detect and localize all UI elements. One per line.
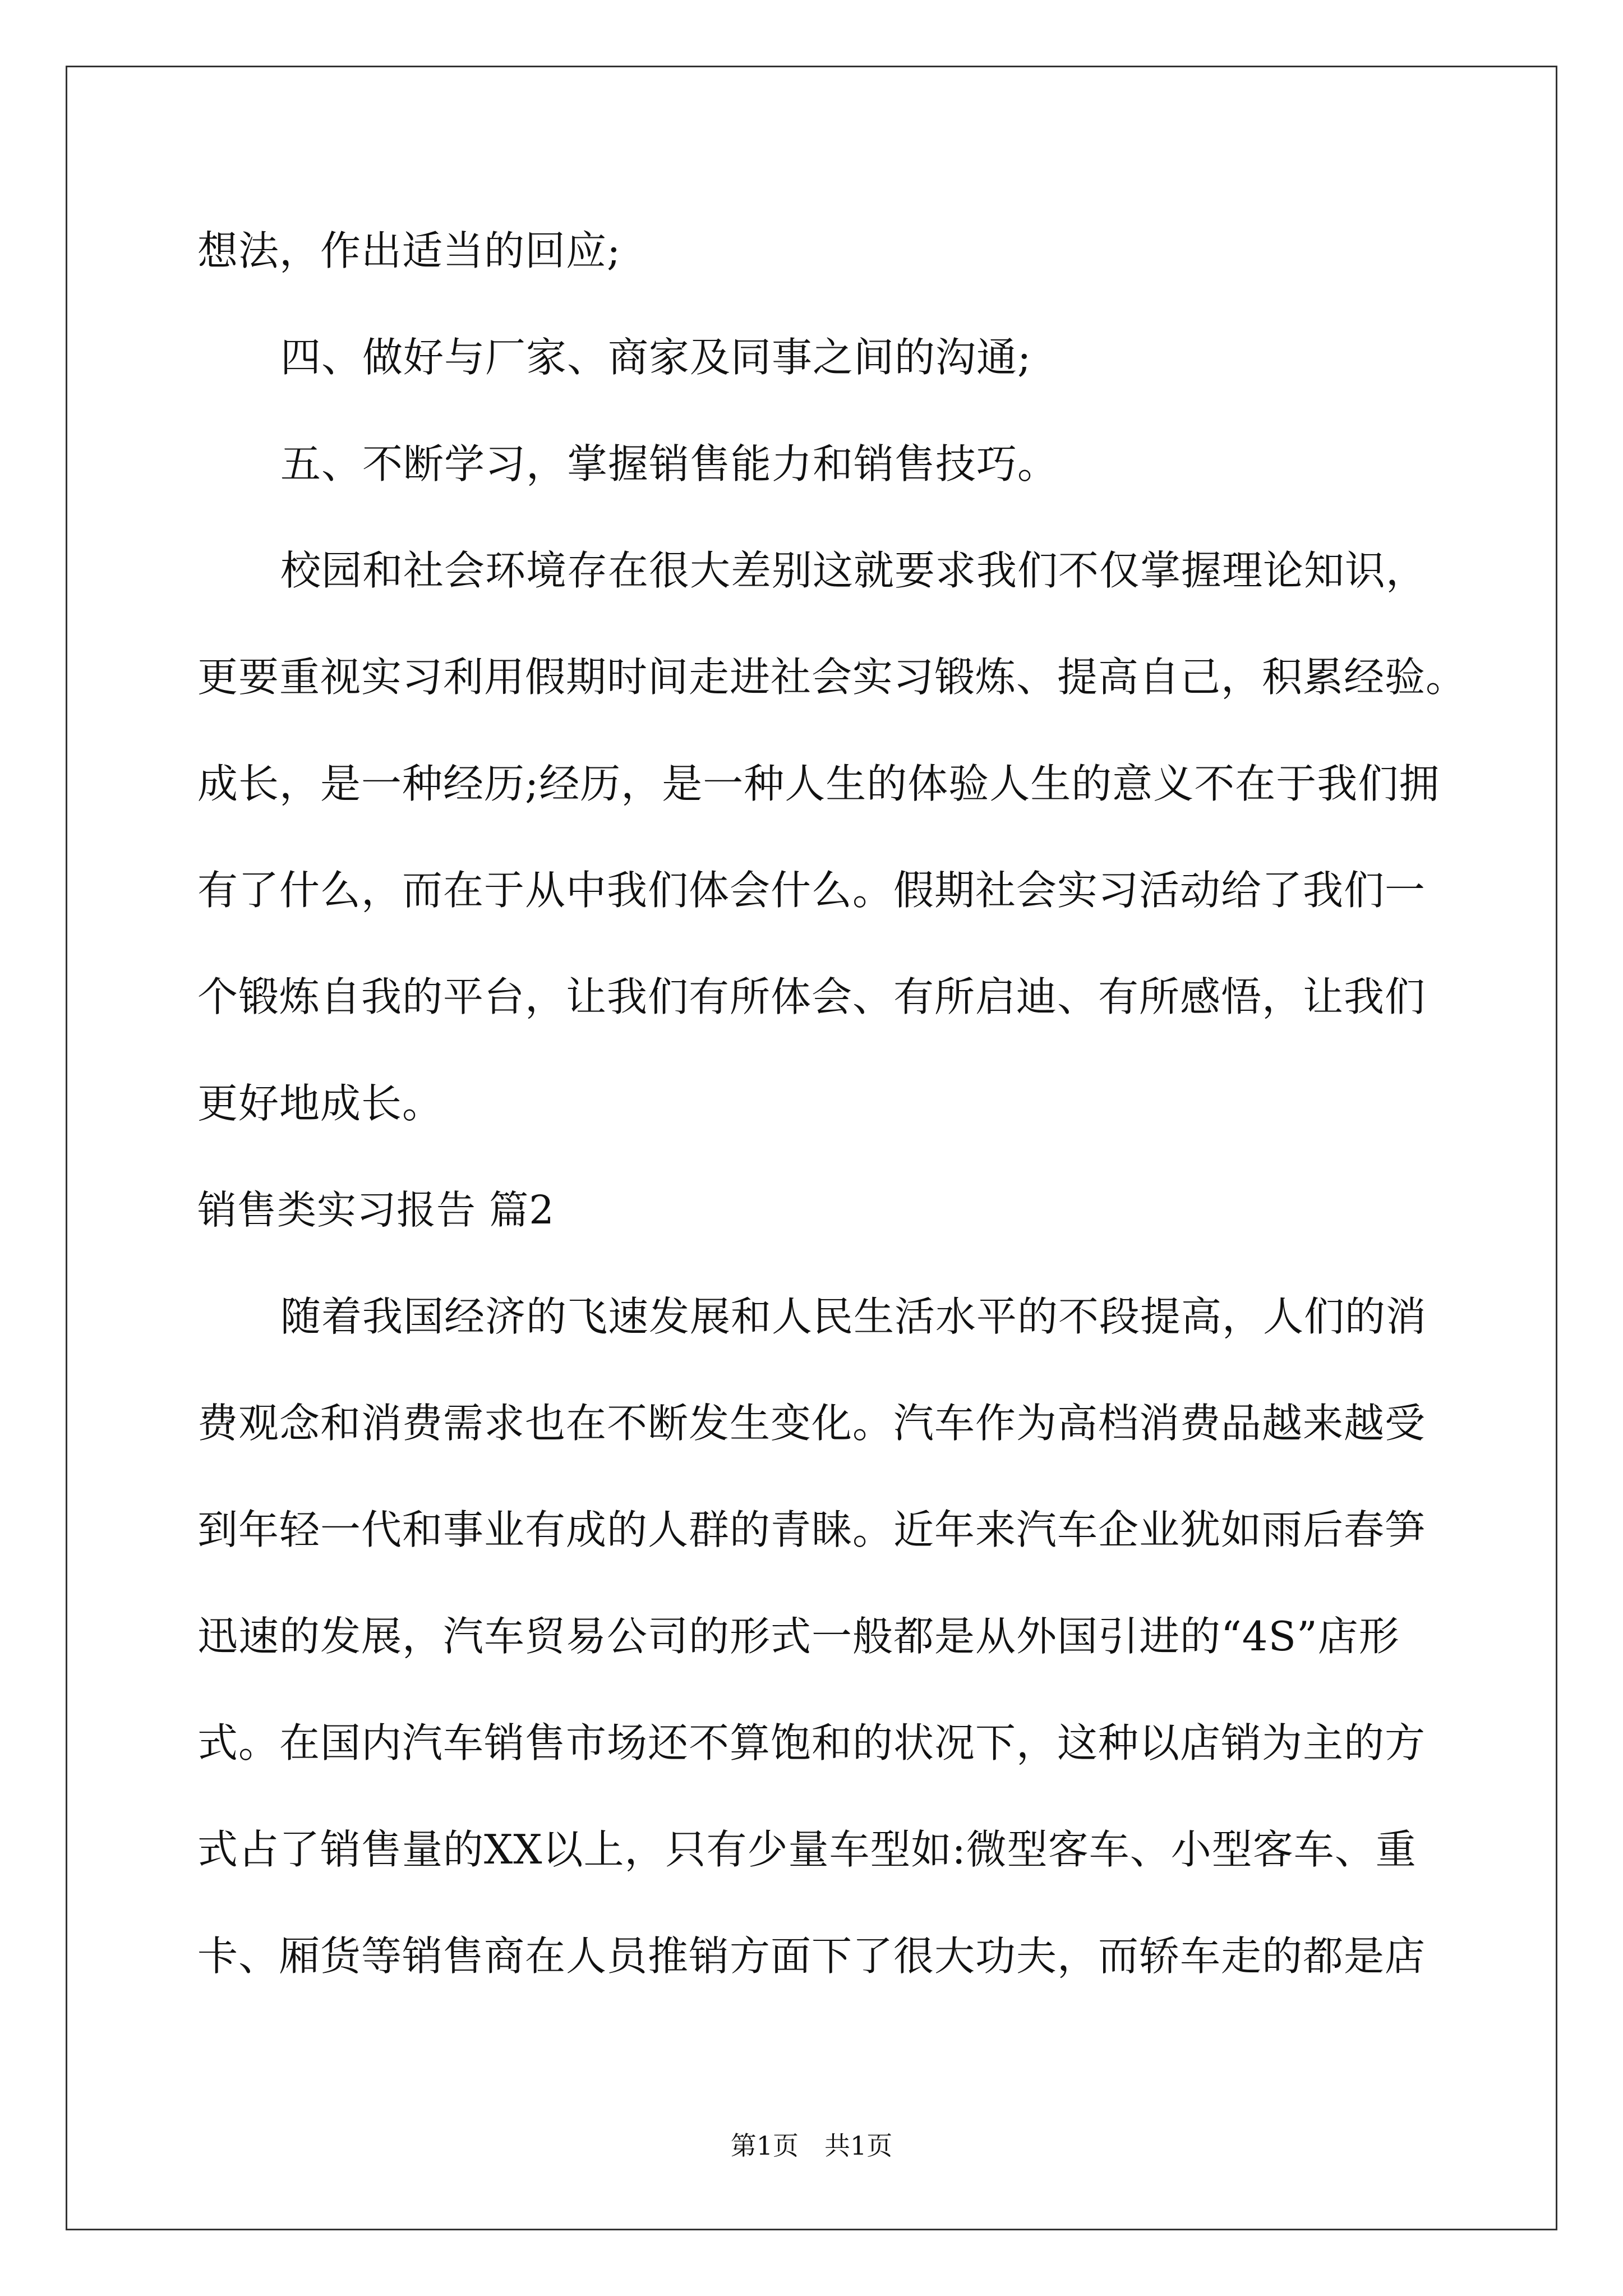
paragraph-start: 校园和社会环境存在很大差别这就要求我们不仅掌握理论知识，	[280, 547, 1427, 594]
document-body	[197, 197, 1467, 2009]
text-line: 有了什么，而在于从中我们体会什么。假期社会实习活动给了我们一	[197, 867, 1426, 914]
text-line: 想法，作出适当的回应;	[197, 227, 621, 274]
text-line: 到年轻一代和事业有成的人群的青睐。近年来汽车企业犹如雨后春笋	[197, 1506, 1426, 1553]
page-number-footer: 第1页 共1页	[730, 2131, 893, 2161]
paragraph-start: 随着我国经济的飞速发展和人民生活水平的不段提高，人们的消	[280, 1293, 1427, 1340]
text-line: 费观念和消费需求也在不断发生变化。汽车作为高档消费品越来越受	[197, 1400, 1426, 1447]
text-line: 迅速的发展，汽车贸易公司的形式一般都是从外国引进的“4S”店形	[197, 1613, 1400, 1660]
text-line: 式。在国内汽车销售市场还不算饱和的状况下，这种以店销为主的方	[197, 1719, 1426, 1766]
text-line: 更好地成长。	[197, 1080, 444, 1127]
list-item-5: 五、不断学习，掌握销售能力和销售技巧。	[280, 440, 1059, 487]
list-item-4: 四、做好与厂家、商家及同事之间的沟通;	[280, 334, 1032, 381]
text-line: 个锻炼自我的平台，让我们有所体会、有所启迪、有所感悟，让我们	[197, 973, 1426, 1020]
text-line: 更要重视实习利用假期时间走进社会实习锻炼、提高自己，积累经验。	[197, 654, 1467, 701]
text-line: 卡、厢货等销售商在人员推销方面下了很大功夫，而轿车走的都是店	[197, 1932, 1426, 1980]
text-line: 式占了销售量的XX以上，只有少量车型如:微型客车、小型客车、重	[197, 1826, 1417, 1873]
section-heading: 销售类实习报告 篇2	[197, 1187, 555, 1233]
text-line: 成长，是一种经历;经历，是一种人生的体验人生的意义不在于我们拥	[197, 760, 1440, 807]
